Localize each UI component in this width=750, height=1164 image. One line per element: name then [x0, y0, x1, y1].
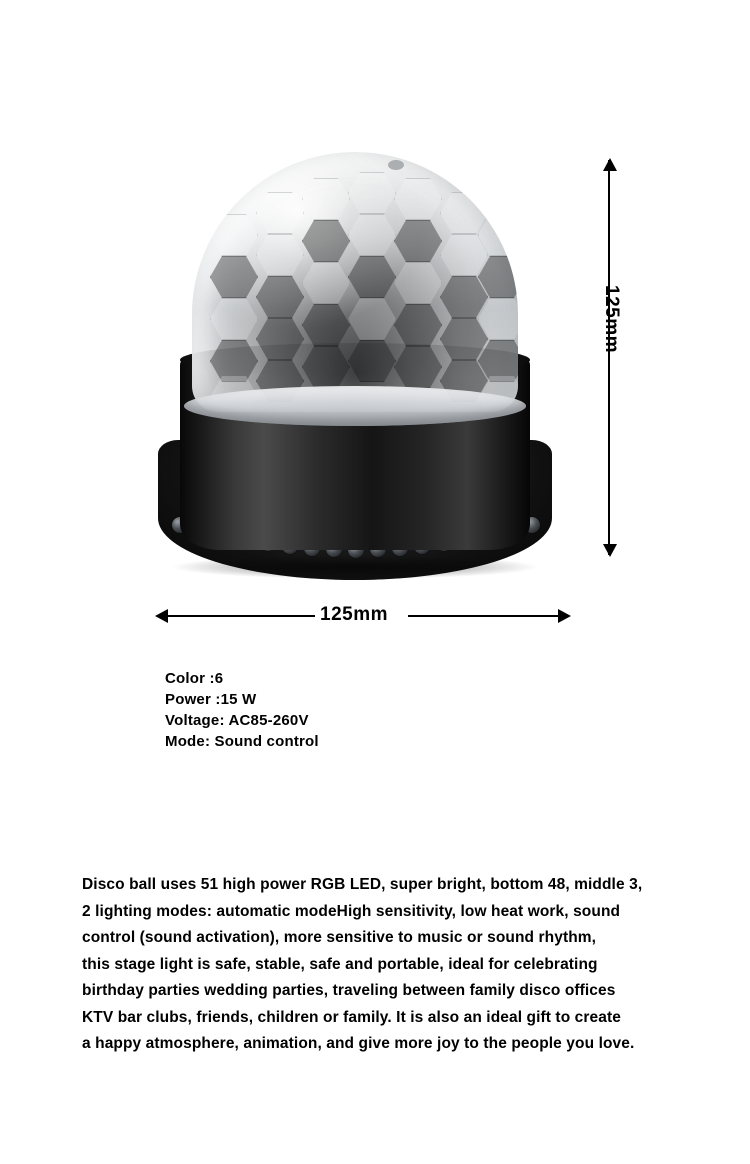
- width-arrow-right-icon: [558, 609, 571, 623]
- product-description: [82, 872, 722, 1058]
- width-dimension-line-left: [165, 615, 315, 617]
- dome-lip: [184, 386, 526, 426]
- description-line: this stage light is safe, stable, safe and portable, ideal for celebrating: [82, 955, 598, 973]
- spec-voltage: Voltage: AC85-260V: [165, 712, 309, 729]
- description-line: KTV bar clubs, friends, children or family. It is also an ideal gift to create: [82, 1008, 621, 1026]
- spec-list: [165, 668, 495, 752]
- height-arrow-down-icon: [603, 544, 617, 557]
- description-line: Disco ball uses 51 high power RGB LED, super bright, bottom 48, middle 3,: [82, 876, 643, 893]
- description-line: birthday parties wedding parties, traveling between family disco offices: [82, 982, 616, 999]
- description-line: 2 lighting modes: automatic modeHigh sensitivity, low heat work, sound: [82, 902, 621, 920]
- description-line: a happy atmosphere, animation, and give more joy to the people you love.: [82, 1035, 635, 1052]
- dome-facets: [192, 152, 518, 412]
- spec-color: Color :6: [165, 670, 224, 687]
- description-line: control (sound activation), more sensitive to music or sound rhythm,: [82, 929, 597, 946]
- disco-ball-product-image: [150, 140, 560, 590]
- spec-mode: Mode: Sound control: [165, 733, 319, 750]
- height-dimension-label: 125mm: [601, 285, 622, 353]
- base-shadow: [170, 555, 540, 579]
- spec-power: Power :15 W: [165, 691, 257, 708]
- height-arrow-up-icon: [603, 158, 617, 171]
- width-arrow-left-icon: [155, 609, 168, 623]
- dome-apex-dot: [388, 160, 404, 170]
- width-dimension-label: 125mm: [320, 604, 388, 625]
- width-dimension-line-right: [408, 615, 560, 617]
- crystal-dome: [192, 152, 518, 412]
- height-dimension-line: [608, 160, 610, 555]
